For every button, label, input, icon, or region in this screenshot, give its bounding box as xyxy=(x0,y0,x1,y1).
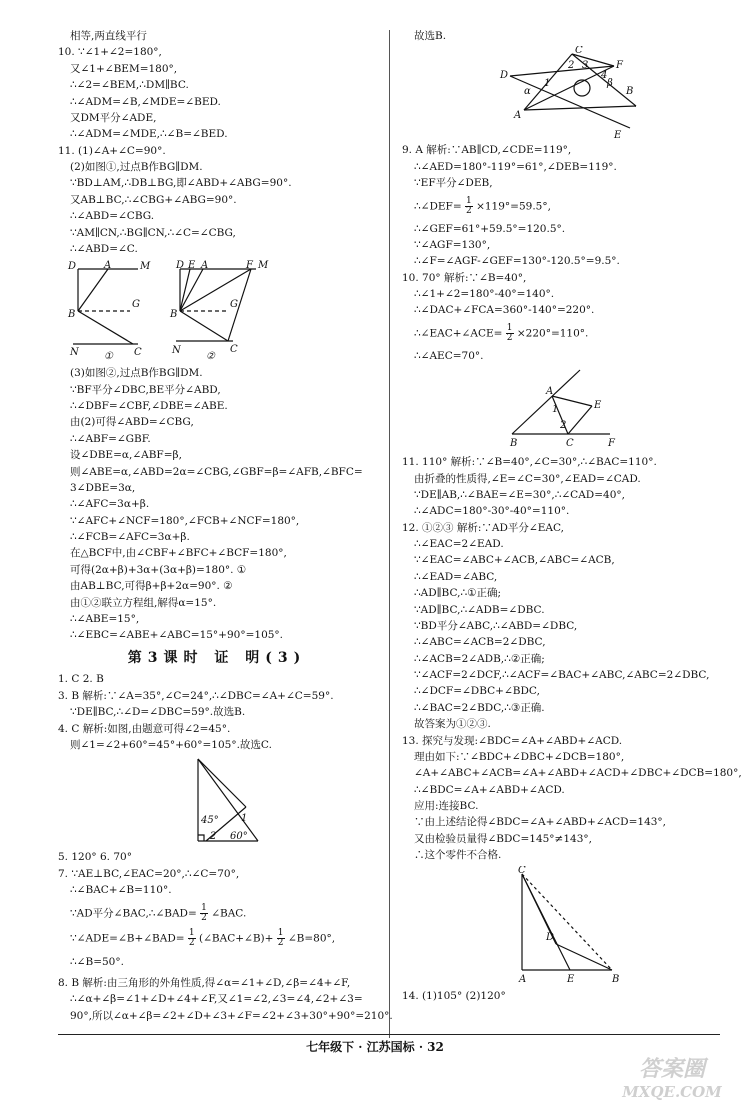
answer-line: ∵BD⊥AM,∴DB⊥BG,即∠ABD+∠ABG=90°. xyxy=(70,177,292,190)
point-label: M xyxy=(258,260,269,272)
column-divider xyxy=(389,30,390,1038)
answer-line: ∴∠2=∠BEM,∴DM∥BC. xyxy=(70,79,189,92)
text-span: ∠B=80°, xyxy=(287,932,336,945)
fraction-half: $\frac{1}{2}$ xyxy=(466,195,472,216)
angle-label: α xyxy=(524,86,531,98)
answer-line: 由AB⊥BC,可得β+β+2α=90°. ② xyxy=(70,580,233,593)
answer-line: ∴∠EAD=∠ABC, xyxy=(414,570,498,583)
point-label: F xyxy=(616,60,623,72)
point-label: B xyxy=(612,973,620,985)
angle-label: 60° xyxy=(230,831,248,843)
answer-line: 相等,两直线平行 xyxy=(70,30,147,42)
answer-line xyxy=(58,904,376,923)
answer-line: 1. C 2. B xyxy=(58,673,104,686)
answer-line xyxy=(58,929,376,948)
answer-line: 由折叠的性质得,∠E=∠C=30°,∠EAD=∠CAD. xyxy=(414,472,641,485)
point-label: N xyxy=(172,345,181,357)
answer-line: ∴∠ADM=∠MDE,∴∠B=∠BED. xyxy=(70,128,228,141)
answer-line: 3. B 解析:∵∠A=35°,∠C=24°,∴∠DBC=∠A+∠C=59°. xyxy=(58,689,334,702)
answer-line: ∴∠ABF=∠GBF. xyxy=(70,432,151,445)
answer-line xyxy=(402,197,720,216)
answer-line: ∵EF平分∠DEB, xyxy=(414,177,493,190)
answer-line: ∴∠AEC=70°. xyxy=(414,349,484,362)
point-label: D xyxy=(176,260,185,272)
answer-line: 则∠ABE=α,∠ABD=2α=∠CBG,∠GBF=β=∠AFB,∠BFC= xyxy=(70,465,363,478)
figure-8-triangles xyxy=(402,46,702,140)
figure-4-triangles xyxy=(58,755,358,847)
answer-line: 则∠1=∠2+60°=45°+60°=105°.故选C. xyxy=(70,738,272,751)
answer-line: 由①②联立方程组,解得α=15°. xyxy=(70,596,217,609)
point-label: B xyxy=(510,438,518,450)
answer-line: 11. 110° 解析:∵∠B=40°,∠C=30°,∴∠BAC=110°. xyxy=(402,456,657,469)
answer-line: (2)如图①,过点B作BG∥DM. xyxy=(70,161,203,173)
answer-line: 故答案为①②③. xyxy=(414,718,491,731)
answer-line: ∵∠AFC+∠NCF=180°,∠FCB+∠NCF=180°, xyxy=(70,514,300,527)
answer-line: ∵BD平分∠ABC,∴∠ABD=∠DBC, xyxy=(414,619,578,632)
answer-line: 10. ∵∠1+∠2=180°, xyxy=(58,46,162,59)
point-label: G xyxy=(230,299,238,311)
answer-line: ∴∠EBC=∠ABE+∠ABC=15°+90°=105°. xyxy=(70,629,284,642)
answer-line: 5. 120° 6. 70° xyxy=(58,851,132,864)
point-label: E xyxy=(594,400,602,412)
point-label: B xyxy=(68,309,76,321)
answer-line: ∴∠FCB=∠AFC=3α+β. xyxy=(70,531,190,543)
answer-line: 7. ∵AE⊥BC,∠EAC=20°,∴∠C=70°, xyxy=(58,867,240,880)
answer-line: ∴∠ADM=∠B,∠MDE=∠BED. xyxy=(70,95,221,108)
answer-line: 在△BCF中,由∠CBF+∠BFC+∠BCF=180°, xyxy=(70,547,287,560)
angle-label: β xyxy=(607,78,613,90)
text-span: ∠BAC. xyxy=(211,907,247,920)
answer-line: 由(2)可得∠ABD=∠CBG, xyxy=(70,416,194,429)
angle-label: 2 xyxy=(210,831,217,843)
page-footer: 七年级下 · 江苏国标 · 32 xyxy=(306,1040,444,1054)
text-span: ×220°=110°. xyxy=(516,327,589,340)
answer-line: ∴∠DCF=∠DBC+∠BDC, xyxy=(414,685,540,698)
figure-10-triangle xyxy=(402,366,702,452)
point-label: C xyxy=(134,347,142,359)
text-span: ∴∠DEF= xyxy=(414,200,462,212)
answer-line: ∴∠ABC=∠ACB=2∠DBC, xyxy=(414,636,546,649)
point-label: N xyxy=(70,347,79,359)
answer-line: 9. A 解析:∵AB∥CD,∠CDE=119°, xyxy=(402,144,572,157)
answer-line: ∴∠B=50°. xyxy=(70,956,124,969)
answer-line: ∴∠BAC=2∠BDC,∴③正确. xyxy=(414,701,545,714)
angle-label: 2 xyxy=(560,420,567,432)
answer-line: 13. 探究与发现:∠BDC=∠A+∠ABD+∠ACD. xyxy=(402,734,623,747)
figure-caption: ② xyxy=(206,351,215,363)
answer-line: ∴∠BDC=∠A+∠ABD+∠ACD. xyxy=(414,783,565,796)
angle-label: 45° xyxy=(201,815,219,827)
answer-line: ∵∠EAC=∠ABC+∠ACB,∠ABC=∠ACB, xyxy=(414,554,615,567)
answer-line: 设∠DBE=α,∠ABF=β, xyxy=(70,449,182,462)
figure-caption: ① xyxy=(104,351,113,363)
answer-line: 11. (1)∠A+∠C=90°. xyxy=(58,144,166,157)
answer-line: ∴这个零件不合格. xyxy=(414,849,502,862)
answer-line: ∴∠AED=180°-119°=61°,∠DEB=119°. xyxy=(414,160,617,173)
answer-line: ∴∠1+∠2=180°-40°=140°. xyxy=(414,288,555,300)
answer-line: ∵∠ACF=2∠DCF,∴∠ACF=∠BAC+∠ABC,∠ABC=2∠DBC, xyxy=(414,669,710,681)
point-label: F xyxy=(608,438,615,450)
answer-line: 又∠1+∠BEM=180°, xyxy=(70,62,178,75)
answer-line: 可得(2α+β)+3α+(3α+β)=180°. ① xyxy=(70,563,247,576)
answer-line: ∵∠AGF=130°, xyxy=(414,238,491,251)
point-label: D xyxy=(546,931,555,943)
answer-line: ∵AD∥BC,∴∠ADB=∠DBC. xyxy=(414,603,545,616)
answer-line: (3)如图②,过点B作BG∥DM. xyxy=(70,367,203,380)
answer-line: ∵DE∥AB,∴∠BAE=∠E=30°,∴∠CAD=40°, xyxy=(414,488,625,501)
answer-line: 12. ①②③ 解析:∵AD平分∠EAC, xyxy=(402,521,564,534)
point-label: A xyxy=(514,110,522,122)
answer-line: ∴∠ABE=15°, xyxy=(70,612,140,625)
left-column xyxy=(58,28,393,1024)
answer-line: ∠A+∠ABC+∠ACB=∠A+∠ABD+∠ACD+∠DBC+∠DCB=180°, xyxy=(414,767,742,780)
point-label: C xyxy=(518,865,526,876)
point-label: B xyxy=(170,309,178,321)
point-label: G xyxy=(132,299,140,311)
fraction-half: $\frac{1}{2}$ xyxy=(277,928,284,949)
answer-line: 90°,所以∠α+∠β=∠2+∠D+∠3+∠F=∠2+∠3+30°+90°=210°. xyxy=(70,1009,393,1022)
text-span: ∵∠ADE=∠B+∠BAD= xyxy=(70,932,185,945)
answer-line: ∴∠ABD=∠C. xyxy=(70,242,138,255)
answer-line: ∴∠AFC=3α+β. xyxy=(70,498,150,511)
answer-line: ∴∠DBF=∠CBF,∠DBE=∠ABE. xyxy=(70,400,228,412)
footer-rule xyxy=(58,1034,720,1035)
point-label: E xyxy=(188,260,196,272)
answer-line: 14. (1)105° (2)120° xyxy=(402,989,506,1002)
angle-label: 2 xyxy=(568,60,575,72)
answer-line: 4. C 解析:如图,由题意可得∠2=45°. xyxy=(58,722,231,735)
answer-line: ∵DE∥BC,∴∠D=∠DBC=59°.故选B. xyxy=(70,706,246,719)
answer-line: ∴∠BAC+∠B=110°. xyxy=(70,884,172,897)
answer-line xyxy=(402,324,720,343)
text-span: ∵AD平分∠BAC,∴∠BAD= xyxy=(70,907,197,920)
fraction-half: $\frac{1}{2}$ xyxy=(506,322,513,343)
answer-line: 又由检验员量得∠BDC=145°≠143°, xyxy=(414,832,592,845)
answer-line: 故选B. xyxy=(414,30,447,42)
answer-line: ∴∠ADC=180°-30°-40°=110°. xyxy=(414,505,570,518)
point-label: F xyxy=(246,260,253,272)
answer-line: ∵AM∥CN,∴BG∥CN,∴∠C=∠CBG, xyxy=(70,226,236,239)
point-label: M xyxy=(140,261,151,273)
answer-line: ∴∠GEF=61°+59.5°=120.5°. xyxy=(414,222,566,235)
text-span: ∴∠EAC+∠ACE= xyxy=(414,327,503,340)
point-label: C xyxy=(230,344,238,356)
point-label: D xyxy=(68,261,77,273)
point-label: A xyxy=(519,973,527,985)
point-label: A xyxy=(104,260,112,272)
watermark-logo xyxy=(602,1052,742,1102)
figure-11-diagrams xyxy=(58,259,358,363)
answer-line: ∵BF平分∠DBC,BE平分∠ABD, xyxy=(70,383,221,396)
fraction-half: $\frac{1}{2}$ xyxy=(201,903,207,924)
angle-label: 1 xyxy=(552,404,559,416)
answer-line: ∴∠ABD=∠CBG. xyxy=(70,210,155,223)
answer-line: ∴∠α+∠β=∠1+∠D+∠4+∠F,又∠1=∠2,∠3=∠4,∠2+∠3= xyxy=(70,993,363,1006)
angle-label: 4 xyxy=(601,70,608,82)
angle-label: 1 xyxy=(544,78,551,90)
answer-line: 又DM平分∠ADE, xyxy=(70,111,157,124)
point-label: B xyxy=(626,86,634,98)
answer-line: 3∠DBE=3α, xyxy=(70,481,136,494)
answer-line: ∵由上述结论得∠BDC=∠A+∠ABD+∠ACD=143°, xyxy=(414,816,667,829)
answer-line: ∴AD∥BC,∴①正确; xyxy=(414,587,502,600)
point-label: A xyxy=(201,260,209,272)
answer-line: ∴∠F=∠AGF-∠GEF=130°-120.5°=9.5°. xyxy=(414,255,620,268)
watermark-url: MXQE.COM xyxy=(622,1083,722,1101)
point-label: C xyxy=(575,46,583,57)
text-span: (∠BAC+∠B)+ xyxy=(199,932,274,945)
answer-line: 又AB⊥BC,∴∠CBG+∠ABG=90°. xyxy=(70,193,237,206)
answer-line: 8. B 解析:由三角形的外角性质,得∠α=∠1+∠D,∠β=∠4+∠F, xyxy=(58,976,351,989)
answer-line: ∴∠EAC=2∠EAD. xyxy=(414,538,504,550)
angle-label: 1 xyxy=(241,813,248,825)
section-title: 第3课时 证 明(3) xyxy=(127,649,307,666)
answer-line: ∴∠DAC+∠FCA=360°-140°=220°. xyxy=(414,304,595,317)
answer-line: ∴∠ACB=2∠ADB,∴②正确; xyxy=(414,652,545,665)
point-label: E xyxy=(567,973,575,985)
answer-line: 理由如下:∵∠BDC+∠DBC+∠DCB=180°, xyxy=(414,750,625,763)
point-label: C xyxy=(566,438,574,450)
text-span: ×119°=59.5°, xyxy=(476,200,551,212)
angle-label: 3 xyxy=(582,60,589,72)
right-column xyxy=(402,28,742,1004)
answer-line: 10. 70° 解析:∵∠B=40°, xyxy=(402,271,527,284)
answer-line: 应用:连接BC. xyxy=(414,800,479,812)
point-label: D xyxy=(500,70,509,82)
watermark-text: 答案圈 xyxy=(638,1056,706,1082)
point-label: E xyxy=(614,130,622,141)
figure-13-part xyxy=(402,866,702,986)
point-label: A xyxy=(546,386,554,398)
fraction-half: $\frac{1}{2}$ xyxy=(188,928,195,949)
